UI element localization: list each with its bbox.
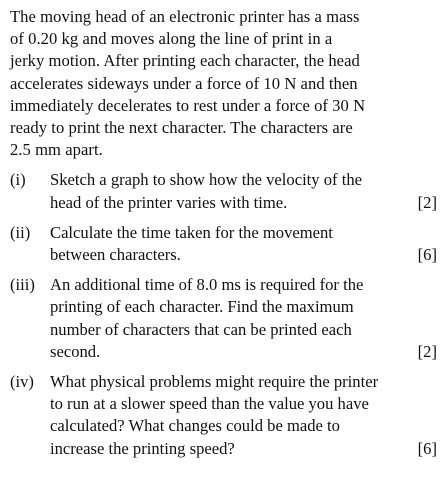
sub-question-last-line (50, 341, 437, 363)
intro-line: accelerates sideways under a force of 10 N and then (10, 73, 358, 93)
sub-question-line: head of the printer varies with time. (50, 192, 288, 212)
sub-question-last-line (50, 438, 437, 460)
question-intro-paragraph (10, 6, 437, 161)
sub-questions-list (10, 169, 437, 459)
sub-question-line: increase the printing speed? (50, 438, 235, 458)
sub-question-text (50, 169, 437, 213)
sub-question-line: second. (50, 341, 101, 361)
intro-line: immediately decelerates to rest under a force of 30 N (10, 95, 366, 115)
marks-label: [2] (417, 192, 437, 212)
sub-question-i (10, 169, 437, 213)
sub-question-ii (10, 222, 437, 266)
sub-question-text (50, 371, 437, 460)
sub-question-line: An additional time of 8.0 ms is required for the (50, 275, 364, 295)
sub-question-last-line (50, 192, 437, 214)
sub-question-line: What physical problems might require the printer (50, 372, 379, 392)
marks-label: [2] (417, 341, 437, 361)
sub-question-line: number of characters that can be printed each (50, 319, 352, 339)
sub-question-iv (10, 371, 437, 460)
intro-line: ready to print the next character. The characters are (10, 118, 353, 138)
intro-line: jerky motion. After printing each character, the head (10, 51, 360, 71)
sub-question-number: (iii) (10, 275, 35, 295)
sub-question-last-line (50, 244, 437, 266)
sub-question-line: Calculate the time taken for the movement (50, 222, 333, 242)
marks-label: [6] (417, 245, 437, 265)
sub-question-line: printing of each character. Find the maximum (50, 297, 354, 317)
sub-question-iii (10, 274, 437, 363)
intro-line: of 0.20 kg and moves along the line of print in a (10, 29, 333, 49)
sub-question-line: between characters. (50, 245, 181, 265)
intro-line: 2.5 mm apart. (10, 140, 103, 160)
sub-question-line: Sketch a graph to show how the velocity of the (50, 170, 362, 190)
sub-question-line: to run at a slower speed than the value you have (50, 394, 369, 414)
sub-question-text (50, 222, 437, 266)
sub-question-line: calculated? What changes could be made to (50, 416, 340, 436)
sub-question-number: (ii) (10, 222, 31, 242)
intro-line: The moving head of an electronic printer has a mass (10, 7, 360, 26)
sub-question-number: (iv) (10, 372, 34, 392)
marks-label: [6] (417, 438, 437, 458)
sub-question-text (50, 274, 437, 363)
sub-question-number: (i) (10, 170, 26, 190)
